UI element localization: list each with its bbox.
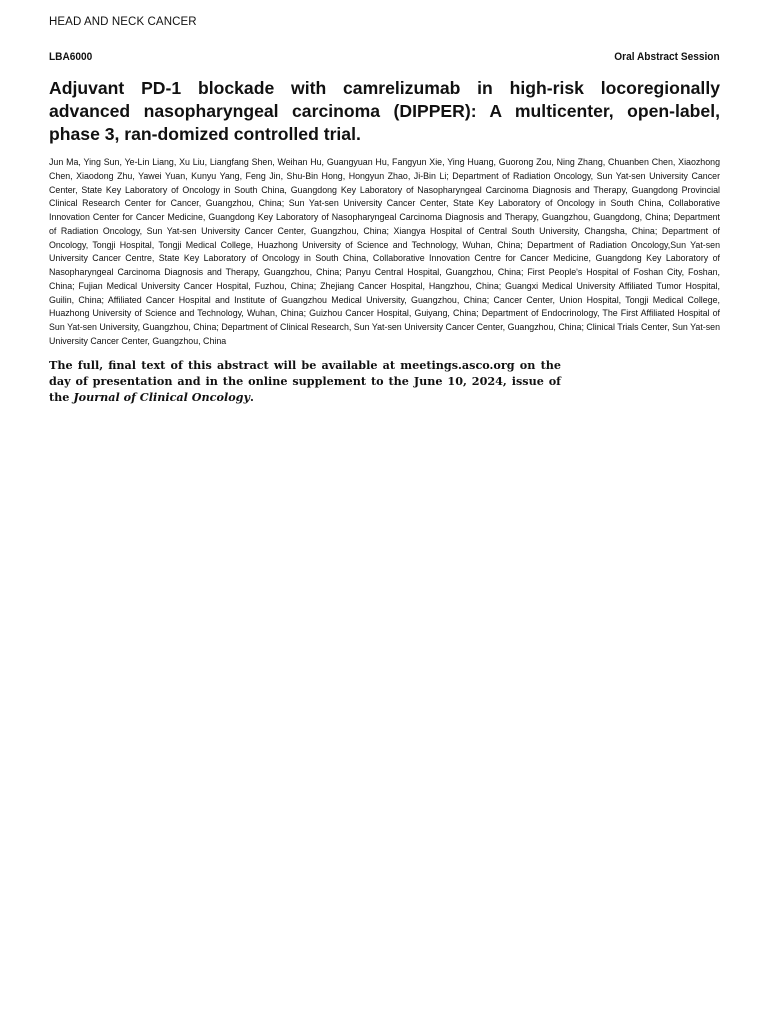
- authors-affiliations: Jun Ma, Ying Sun, Ye-Lin Liang, Xu Liu, Liangfang Shen, Weihan Hu, Guangyuan Hu, Fangyun Xie, Ying Huang, Guorong Zou, Ning Zhang, Chuanben Chen, Xiaozhong Chen, Xiaodong Zhu, Yawei Yuan, Kunyu Yang, Feng Jin, Shu-Bin Hong, Hongyun Zhao, Ji-Bin Li; Department of Radiation Oncology, Sun Yat-sen University Cancer Center, State Key Laboratory of Oncology in South China, Guangdong Key Laboratory of Nasopharyngeal Carcinoma Diagnosis and Therapy, Guangdong Provincial Clinical Research Center for Cancer, Guangzhou, China; Sun Yat-sen University Cancer Center, State Key Laboratory of Oncology in South China, Collaborative Innovation Center for Cancer Medicine, Guangdong Key Laboratory of Nasopharyngeal Carcinoma Diagnosis and Therapy, Guangzhou, Guangdong, China; Department of Radiation Oncology, Sun Yat-sen University Cancer Center, Guangzhou, China; Xiangya Hospital of Central South University, Changsha, China; Department of Oncology, Tongji Hospital, Tongji Medical College, Huazhong University of Science and Technology, Wuhan, China; Department of Radiation Oncology,Sun Yat-sen University Cancer Centre, State Key Laboratory of Oncology in South China, Collaborative Innovation Centre for Cancer Medicine, Guangdong Key Laboratory of Nasopharyngeal Carcinoma Diagnosis and Therapy, Guangzhou, China; Panyu Central Hospital, Guangzhou, China; First People's Hospital of Foshan City, Foshan, China; Fujian Medical University Cancer Hospital, Fuzhou, China; Zhejiang Cancer Hospital, Hangzhou, China; Guangxi Medical University Affiliated Tumor Hospital, Guilin, China; Affiliated Cancer Hospital and Institute of Guangzhou Medical University, Guangzhou, China; Cancer Center, Union Hospital, Tongji Medical College, Huazhong University of Science and Technology, Wuhan, China; Guizhou Cancer Hospital, Guiyang, China; Department of Endocrinology, The First Affiliated Hospital of Sun Yat-sen University, Guangzhou, China; Department of Clinical Research, Sun Yat-sen University Cancer Center, Guangzhou, China; Clinical Trials Center, Sun Yat-sen University Cancer Center, Guangzhou, China: [49, 157, 721, 347]
- journal-name: Journal of Clinical Oncology: [73, 390, 250, 404]
- availability-text: The full, final text of this abstract will be available at meetings.asco.org on the day of presentation and in the online supplement to the June 10, 2024, issue of the: [49, 358, 561, 404]
- abstract-meta-row: [49, 51, 720, 63]
- section-label: HEAD AND NECK CANCER: [49, 16, 197, 28]
- availability-note: [49, 357, 561, 405]
- availability-end: .: [250, 390, 254, 404]
- abstract-title: Adjuvant PD-1 blockade with camrelizumab in high-risk locoregionally advanced nasopharyngeal carcinoma (DIPPER): A multicenter, open-label, phase 3, ran-domized controlled trial.: [49, 78, 720, 144]
- abstract-id: LBA6000: [49, 51, 93, 63]
- session-type: Oral Abstract Session: [614, 51, 720, 63]
